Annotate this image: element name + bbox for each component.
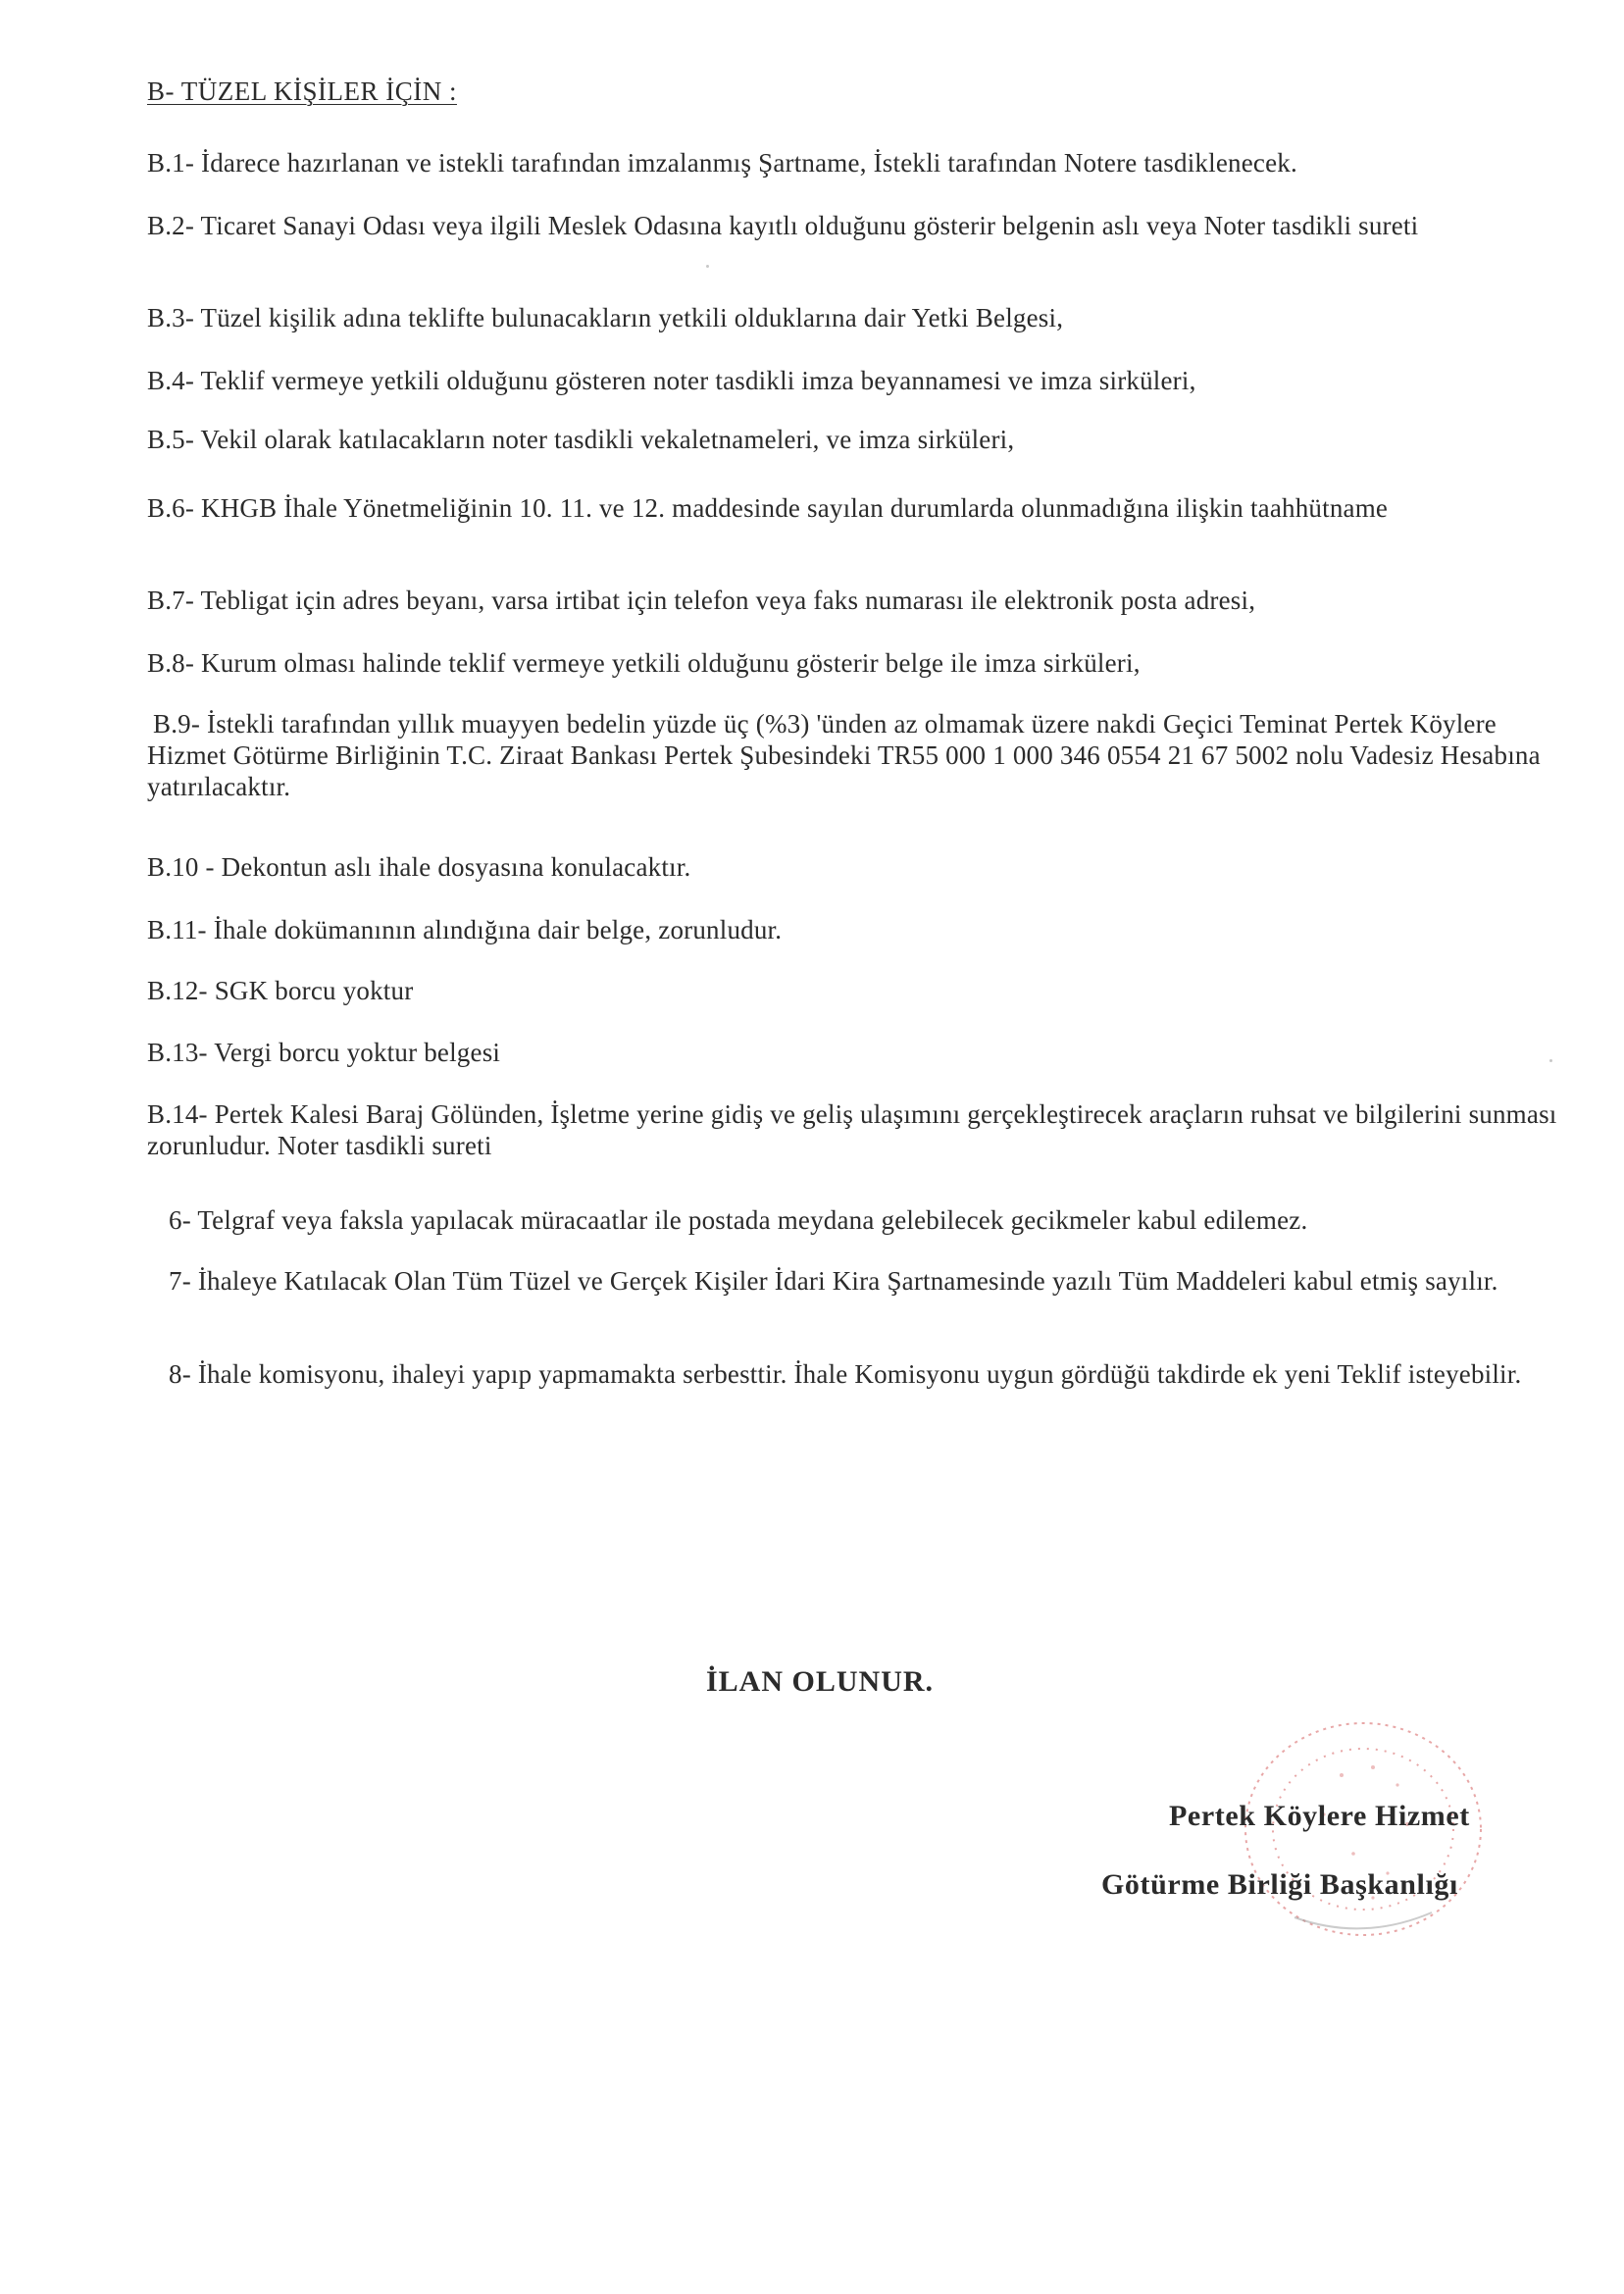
scan-speck [706, 265, 709, 268]
item-b12: B.12- SGK borcu yoktur [147, 976, 414, 1005]
signature-line-2: Götürme Birliği Başkanlığı [1101, 1868, 1458, 1901]
item-b6: B.6- KHGB İhale Yönetmeliğinin 10. 11. ve 12. maddesinde sayılan durumlarda olunmadığına ilişkin taahhütname [147, 493, 1389, 523]
item-b10: B.10 - Dekontun aslı ihale dosyasına konulacaktır. [147, 852, 691, 882]
scan-speck [1549, 1059, 1552, 1062]
clause-8: 8- İhale komisyonu, ihaleyi yapıp yapmamakta serbesttir. İhale Komisyonu uygun gördüğü takdirde ek yeni Teklif isteyebilir. [169, 1359, 1522, 1389]
item-b1: B.1- İdarece hazırlanan ve istekli tarafından imzalanmış Şartname, İstekli tarafından Notere tasdiklenecek. [147, 148, 1297, 178]
item-b11: B.11- İhale dokümanının alındığına dair belge, zorunludur. [147, 915, 783, 944]
item-b3: B.3- Tüzel kişilik adına teklifte bulunacakların yetkili olduklarına dair Yetki Belgesi, [147, 303, 1064, 332]
item-b5: B.5- Vekil olarak katılacakların noter tasdikli vekaletnameleri, ve imza sirküleri, [147, 425, 1015, 454]
item-b14: B.14- Pertek Kalesi Baraj Gölünden, İşletme yerine gidiş ve geliş ulaşımını gerçekleştirecek araçların ruhsat ve bilgilerini sunması zorunludur. Noter tasdikli sureti [147, 1099, 1557, 1160]
item-b13: B.13- Vergi borcu yoktur belgesi [147, 1038, 501, 1067]
item-b2: B.2- Ticaret Sanayi Odası veya ilgili Meslek Odasına kayıtlı olduğunu gösterir belgenin aslı veya Noter tasdikli sureti [147, 211, 1419, 240]
section-heading: B- TÜZEL KİŞİLER İÇİN : [147, 76, 457, 106]
item-b4: B.4- Teklif vermeye yetkili olduğunu gösteren noter tasdikli imza beyannamesi ve imza sirküleri, [147, 366, 1196, 395]
signature-line-1: Pertek Köylere Hizmet [1169, 1800, 1470, 1832]
item-b9: B.9- İstekli tarafından yıllık muayyen bedelin yüzde üç (%3) 'ünden az olmamak üzere nakdi Geçici Teminat Pertek Köylere Hizmet Götürme Birliğinin T.C. Ziraat Bankası Pertek Şubesindeki TR55 000 1 000 346 0554 21 67 5002 nolu Vadesiz Hesabına yatırılacaktır. [147, 709, 1541, 801]
item-b8: B.8- Kurum olması halinde teklif vermeye yetkili olduğunu gösterir belge ile imza sirküleri, [147, 648, 1141, 678]
announcement: İLAN OLUNUR. [706, 1665, 935, 1698]
clause-7: 7- İhaleye Katılacak Olan Tüm Tüzel ve Gerçek Kişiler İdari Kira Şartnamesinde yazılı Tüm Maddeleri kabul etmiş sayılır. [169, 1266, 1498, 1296]
item-b7: B.7- Tebligat için adres beyanı, varsa irtibat için telefon veya faks numarası ile elektronik posta adresi, [147, 586, 1256, 615]
clause-6: 6- Telgraf veya faksla yapılacak müracaatlar ile postada meydana gelebilecek gecikmeler kabul edilemez. [169, 1205, 1308, 1235]
